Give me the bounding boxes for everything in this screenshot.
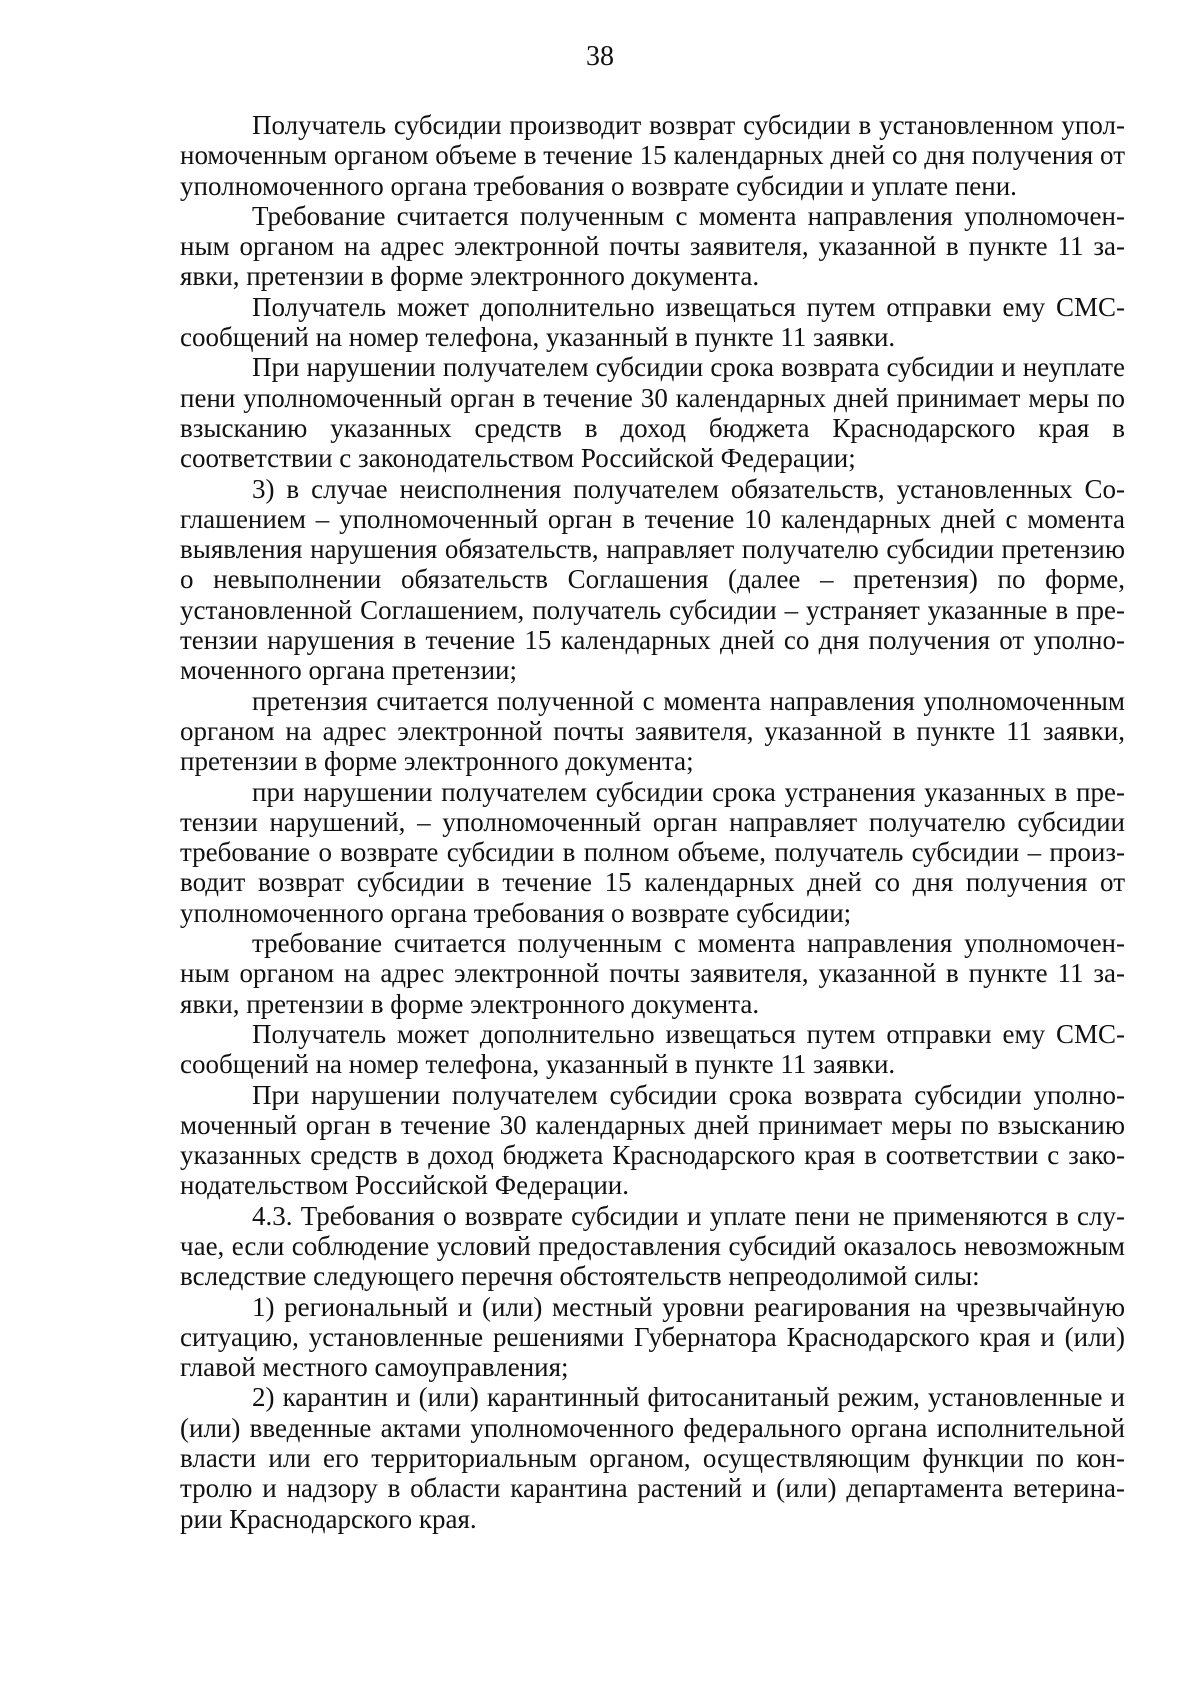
paragraph-section-4-3: 4.3. Требования о возврате субсидии и уплате пени не применяются в случае, если соблюдение условий предоставления субсидий оказалось невозможным вследствие следующего перечня обстоятельств непреодолимой силы:	[180, 1200, 1125, 1292]
paragraph-claim-received: претензия считается полученной с момента направления уполномоченным органом на адрес электронной почты заявителя, указанной в пункте 11 заявки, претензии в форме электронного документа;	[180, 685, 1125, 777]
paragraph-sms-notice: Получатель может дополнительно извещаться путем отправки ему СМС-сообщений на номер телефона, указанный в пункте 11 заявки.	[180, 291, 1125, 353]
document-body	[180, 110, 1125, 1534]
paragraph-demand-received-2: требование считается полученным с момента направления уполномоченным органом на адрес электронной почты заявителя, указанной в пункте 11 заявки, претензии в форме электронного документа.	[180, 928, 1125, 1019]
paragraph-demand-received: Требование считается полученным с момента направления уполномоченным органом на адрес электронной почты заявителя, указанной в пункте 11 заявки, претензии в форме электронного документа.	[180, 200, 1125, 292]
paragraph-sms-notice-2: Получатель может дополнительно извещаться путем отправки ему СМС-сообщений на номер телефона, указанный в пункте 11 заявки.	[180, 1018, 1125, 1080]
paragraph-recovery-measures-2: При нарушении получателем субсидии срока возврата субсидии уполномоченный орган в течение 30 календарных дней принимает меры по взысканию указанных средств в доход бюджета Краснодарского края в соответствии с законодательством Российской Федерации.	[180, 1079, 1125, 1201]
paragraph-item-3-claim: 3) в случае неисполнения получателем обязательств, установленных Соглашением – уполномоченный орган в течение 10 календарных дней с момента выявления нарушения обязательств, направляет получателю субсидии претензию о невыполнении обязательств Соглашения (далее – претензия) по форме, установленной Соглашением, получатель субсидии – устраняет указанные в претензии нарушения в течение 15 календарных дней со дня получения от уполномоченного органа претензии;	[180, 473, 1125, 686]
paragraph-force-majeure-2: 2) карантин и (или) карантинный фитосанитаный режим, установленные и (или) введенные актами уполномоченного федерального органа исполнительной власти или его территориальным органом, осуществляющим функции по контролю и надзору в области карантина растений и (или) департамента ветеринарии Краснодарского края.	[180, 1382, 1125, 1534]
paragraph-force-majeure-1: 1) региональный и (или) местный уровни реагирования на чрезвычайную ситуацию, установленные решениями Губернатора Краснодарского края и (или) главой местного самоуправления;	[180, 1291, 1125, 1383]
paragraph-recovery-measures: При нарушении получателем субсидии срока возврата субсидии и неуплате пени уполномоченный орган в течение 30 календарных дней принимает меры по взысканию указанных средств в доход бюджета Краснодарского края в соответствии с законодательством Российской Федерации;	[180, 352, 1125, 474]
paragraph-full-refund-demand: при нарушении получателем субсидии срока устранения указанных в претензии нарушений, – уполномоченный орган направляет получателю субсидии требование о возврате субсидии в полном объеме, получатель субсидии – производит возврат субсидии в течение 15 календарных дней со дня получения от уполномоченного органа требования о возврате субсидии;	[180, 776, 1125, 928]
paragraph-refund-obligation: Получатель субсидии производит возврат субсидии в установленном уполномоченным органом объеме в течение 15 календарных дней со дня получения от уполномоченного органа требования о возврате субсидии и уплате пени.	[180, 110, 1125, 201]
page-number: 38	[586, 41, 614, 72]
